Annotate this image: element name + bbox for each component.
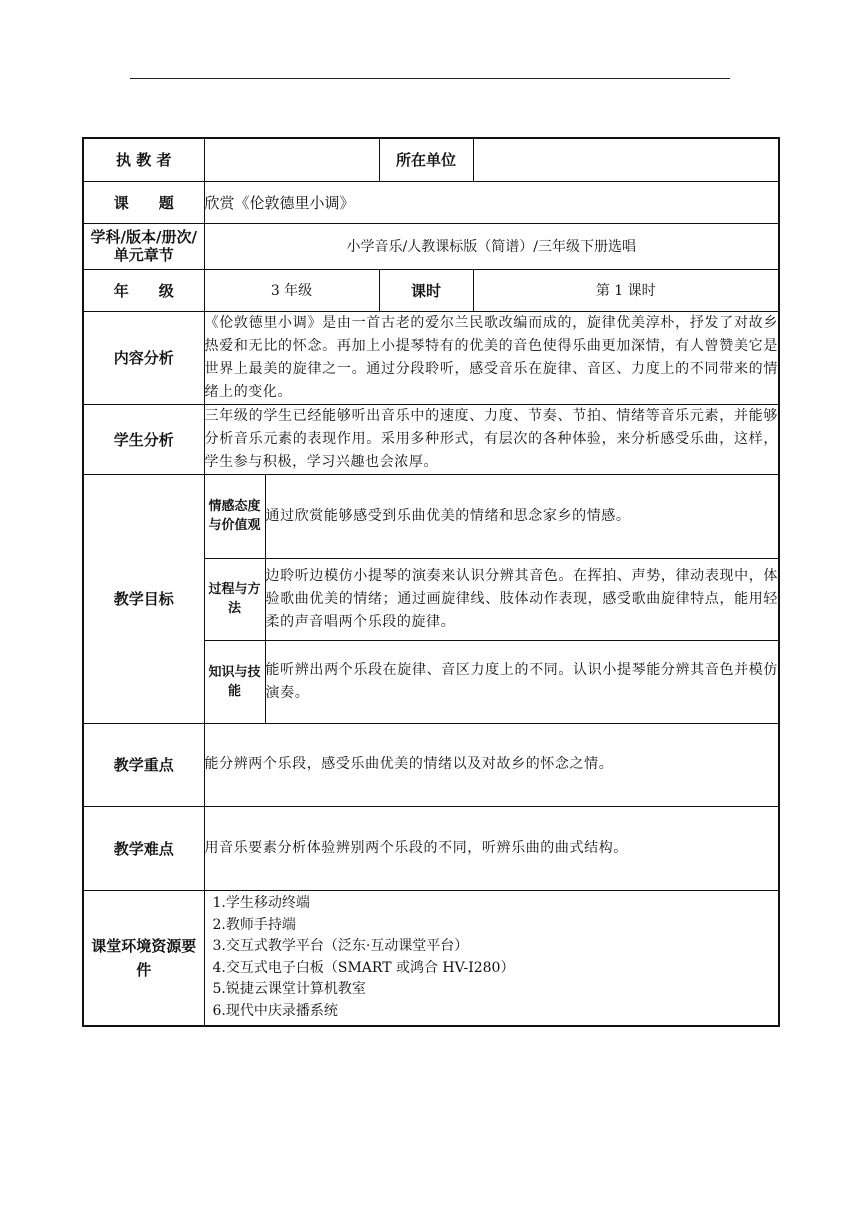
list-item: 4.交互式电子白板（SMART 或鸿合 HV-I280） (212, 959, 515, 976)
list-item: 6.现代中庆录播系统 (212, 1002, 338, 1019)
list-item: 5.锐捷云课堂计算机教室 (212, 981, 366, 998)
teacher-label: 执 教 者 (83, 138, 204, 181)
row-key-points (83, 723, 779, 806)
grade-value: 3 年级 (204, 269, 379, 311)
row-topic (83, 181, 779, 223)
objectives-label: 教学目标 (83, 474, 204, 723)
student-analysis-text: 三年级的学生已经能够听出音乐中的速度、力度、节奏、节拍、情绪等音乐元素，并能够分析音乐元素的表现作用。采用多种形式，有层次的各种体验，来分析感受乐曲，这样，学生参与积极，学习兴趣也会浓厚。 (204, 404, 779, 474)
topic-label: 课 题 (83, 181, 204, 223)
row-subject (83, 223, 779, 269)
topic-value: 欣赏《伦敦德里小调》 (204, 181, 779, 223)
subject-label: 学科/版本/册次/单元章节 (83, 223, 204, 269)
difficulties-text: 用音乐要素分析体验辨别两个乐段的不同，听辨乐曲的曲式结构。 (204, 806, 779, 890)
row-content-analysis (83, 311, 779, 404)
key-points-text: 能分辨两个乐段，感受乐曲优美的情绪以及对故乡的怀念之情。 (204, 723, 779, 806)
row-student-analysis (83, 404, 779, 474)
row-difficulties (83, 806, 779, 890)
list-item: 2.教师手持端 (212, 916, 296, 933)
student-analysis-label: 学生分析 (83, 404, 204, 474)
teacher-value (204, 138, 379, 181)
content-analysis-text: 《伦敦德里小调》是由一首古老的爱尔兰民歌改编而成的，旋律优美淳朴，抒发了对故乡热爱和无比的怀念。再加上小提琴特有的优美的音色使得乐曲更加深情，有人曾赞美它是世界上最美的旋律之一。通过分段聆听，感受音乐在旋律、音区、力度上的不同带来的情绪上的变化。 (204, 311, 779, 404)
row-environment (83, 890, 779, 1026)
header-rule (130, 78, 730, 79)
list-item: 1.学生移动终端 (212, 895, 310, 912)
period-value: 第 1 课时 (473, 269, 779, 311)
key-points-label: 教学重点 (83, 723, 204, 806)
lesson-plan-table (82, 137, 780, 1027)
objective-label: 知识与技能 (204, 640, 265, 723)
period-label: 课时 (379, 269, 473, 311)
row-grade (83, 269, 779, 311)
list-item: 3.交互式教学平台（泛东·互动课堂平台） (212, 938, 469, 955)
unit-value (473, 138, 779, 181)
row-objective-1 (83, 474, 779, 558)
grade-label: 年 级 (83, 269, 204, 311)
subject-value: 小学音乐/人教课标版（简谱）/三年级下册选唱 (204, 223, 779, 269)
content-analysis-label: 内容分析 (83, 311, 204, 404)
unit-label: 所在单位 (379, 138, 473, 181)
row-teacher (83, 138, 779, 181)
environment-cell (204, 890, 779, 1026)
environment-list (205, 893, 779, 1022)
objective-label: 情感态度与价值观 (204, 474, 265, 558)
environment-label: 课堂环境资源要件 (83, 890, 204, 1026)
objective-text: 通过欣赏能够感受到乐曲优美的情绪和思念家乡的情感。 (265, 474, 779, 558)
difficulties-label: 教学难点 (83, 806, 204, 890)
objective-label: 过程与方法 (204, 558, 265, 640)
objective-text: 能听辨出两个乐段在旋律、音区力度上的不同。认识小提琴能分辨其音色并模仿演奏。 (265, 640, 779, 723)
objective-text: 边聆听边模仿小提琴的演奏来认识分辨其音色。在挥拍、声势，律动表现中，体验歌曲优美的情绪；通过画旋律线、肢体动作表现，感受歌曲旋律特点，能用轻柔的声音唱两个乐段的旋律。 (265, 558, 779, 640)
